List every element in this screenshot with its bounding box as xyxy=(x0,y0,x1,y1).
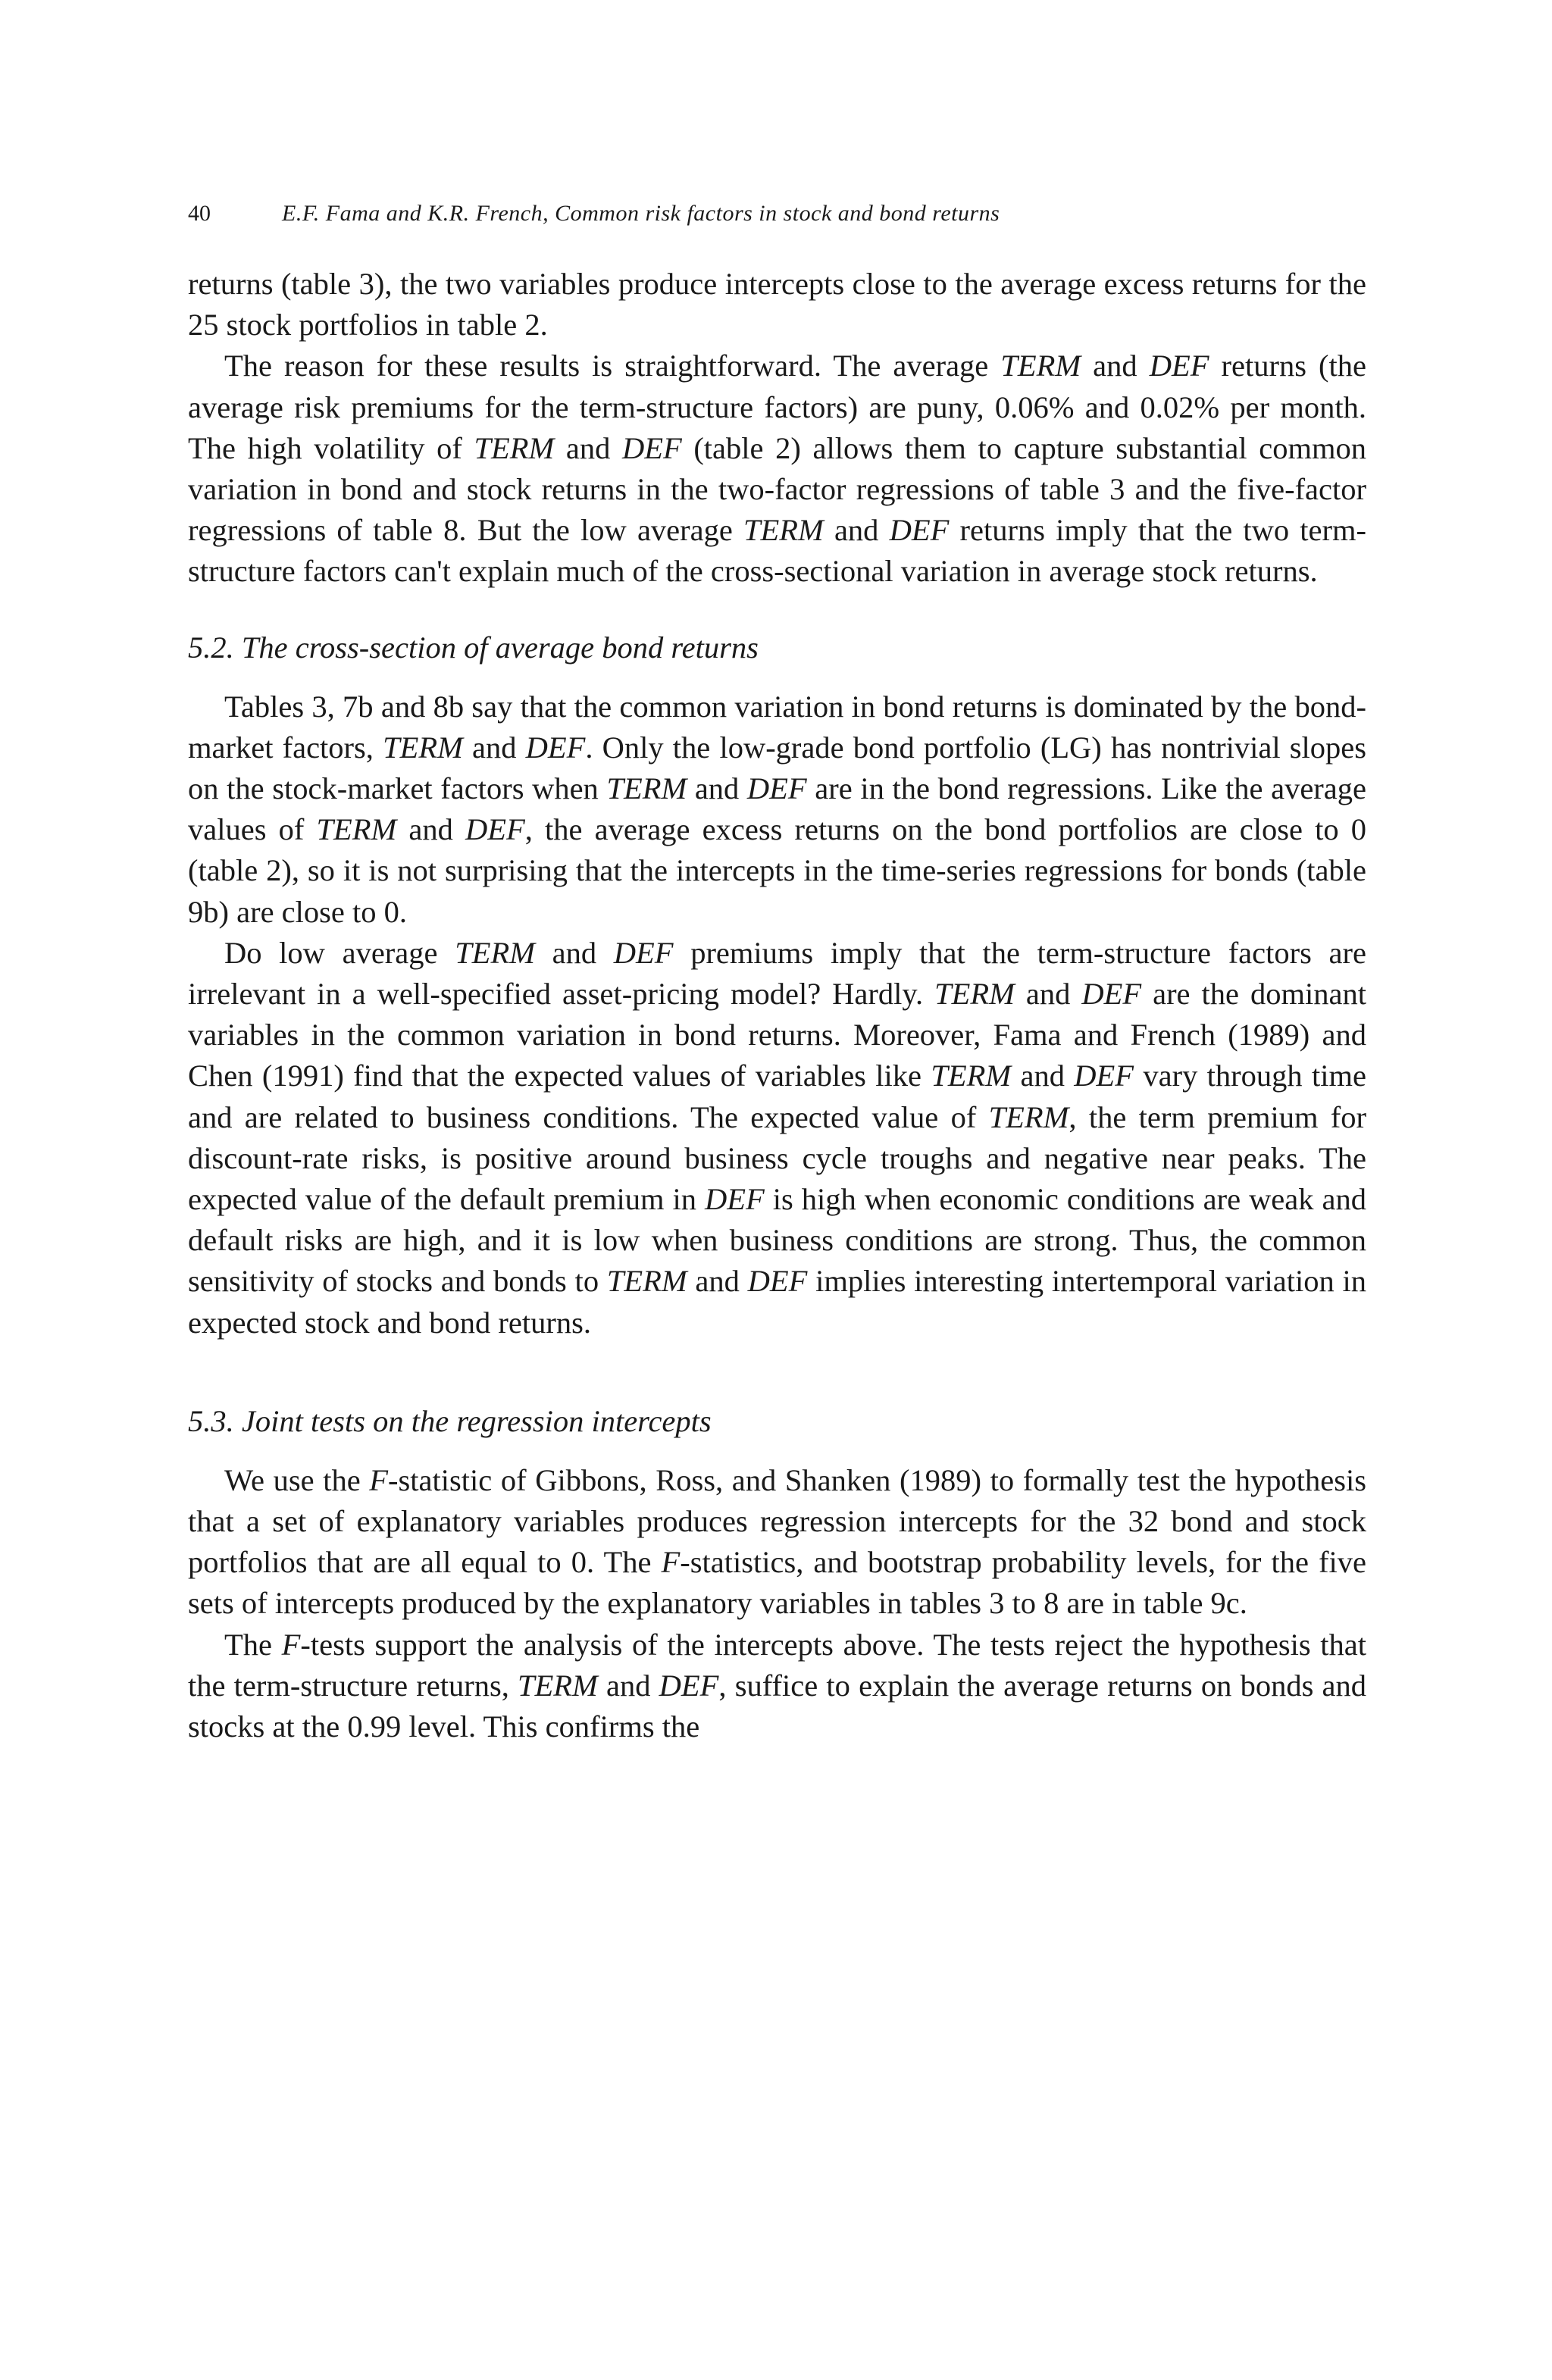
section-heading-5-2: 5.2. The cross-section of average bond returns xyxy=(188,630,759,665)
section-heading-5-3: 5.3. Joint tests on the regression intercepts xyxy=(188,1403,712,1438)
paragraph-2: The reason for these results is straightforward. The average TERM and DEF returns (the average risk premiums for the term-structure factors) are puny, 0.06% and 0.02% per month. The high volatility of TERM and DEF (table 2) allows them to capture substantial common variation in bond and stock returns in the two-factor regressions of table 3 and the five-factor regressions of table 8. But the low average TERM and DEF returns imply that the two term-structure factors can't explain much of the cross-sectional variation in average stock returns. xyxy=(188,349,1366,589)
page-body xyxy=(188,199,1366,1747)
running-title: E.F. Fama and K.R. French, Common risk factors in stock and bond returns xyxy=(282,201,1000,226)
running-head xyxy=(188,199,1366,229)
paragraph-3: Tables 3, 7b and 8b say that the common variation in bond returns is dominated by the bond-market factors, TERM and DEF. Only the low-grade bond portfolio (LG) has nontrivial slopes on the stock-market factors when TERM and DEF are in the bond regressions. Like the average values of TERM and DEF, the average excess returns on the bond portfolios are close to 0 (table 2), so it is not surprising that the intercepts in the time-series regressions for bonds (table 9b) are close to 0. xyxy=(188,689,1367,929)
paragraph-6: The F-tests support the analysis of the intercepts above. The tests reject the hypothesis that the term-structure returns, TERM and DEF, suffice to explain the average returns on bonds and stocks at the 0.99 level. This confirms the xyxy=(188,1627,1367,1744)
paragraph-5: We use the F-statistic of Gibbons, Ross, and Shanken (1989) to formally test the hypothesis that a set of explanatory variables produces regression intercepts for the 32 bond and stock portfolios that are all equal to 0. The F-statistics, and bootstrap probability levels, for the five sets of intercepts produced by the explanatory variables in tables 3 to 8 are in table 9c. xyxy=(188,1462,1366,1621)
paragraph-1: returns (table 3), the two variables produce intercepts close to the average excess returns for the 25 stock portfolios in table 2. xyxy=(188,267,1366,342)
page-number: 40 xyxy=(188,201,211,226)
paragraph-4: Do low average TERM and DEF premiums imply that the term-structure factors are irrelevant in a well-specified asset-pricing model? Hardly. TERM and DEF are the dominant variables in the common variation in bond returns. Moreover, Fama and French (1989) and Chen (1991) find that the expected values of variables like TERM and DEF vary through time and are related to business conditions. The expected value of TERM, the term premium for discount-rate risks, is positive around business cycle troughs and negative near peaks. The expected value of the default premium in DEF is high when economic conditions are weak and default risks are high, and it is low when business conditions are strong. Thus, the common sensitivity of stocks and bonds to TERM and DEF implies interesting intertemporal variation in expected stock and bond returns. xyxy=(188,935,1367,1340)
